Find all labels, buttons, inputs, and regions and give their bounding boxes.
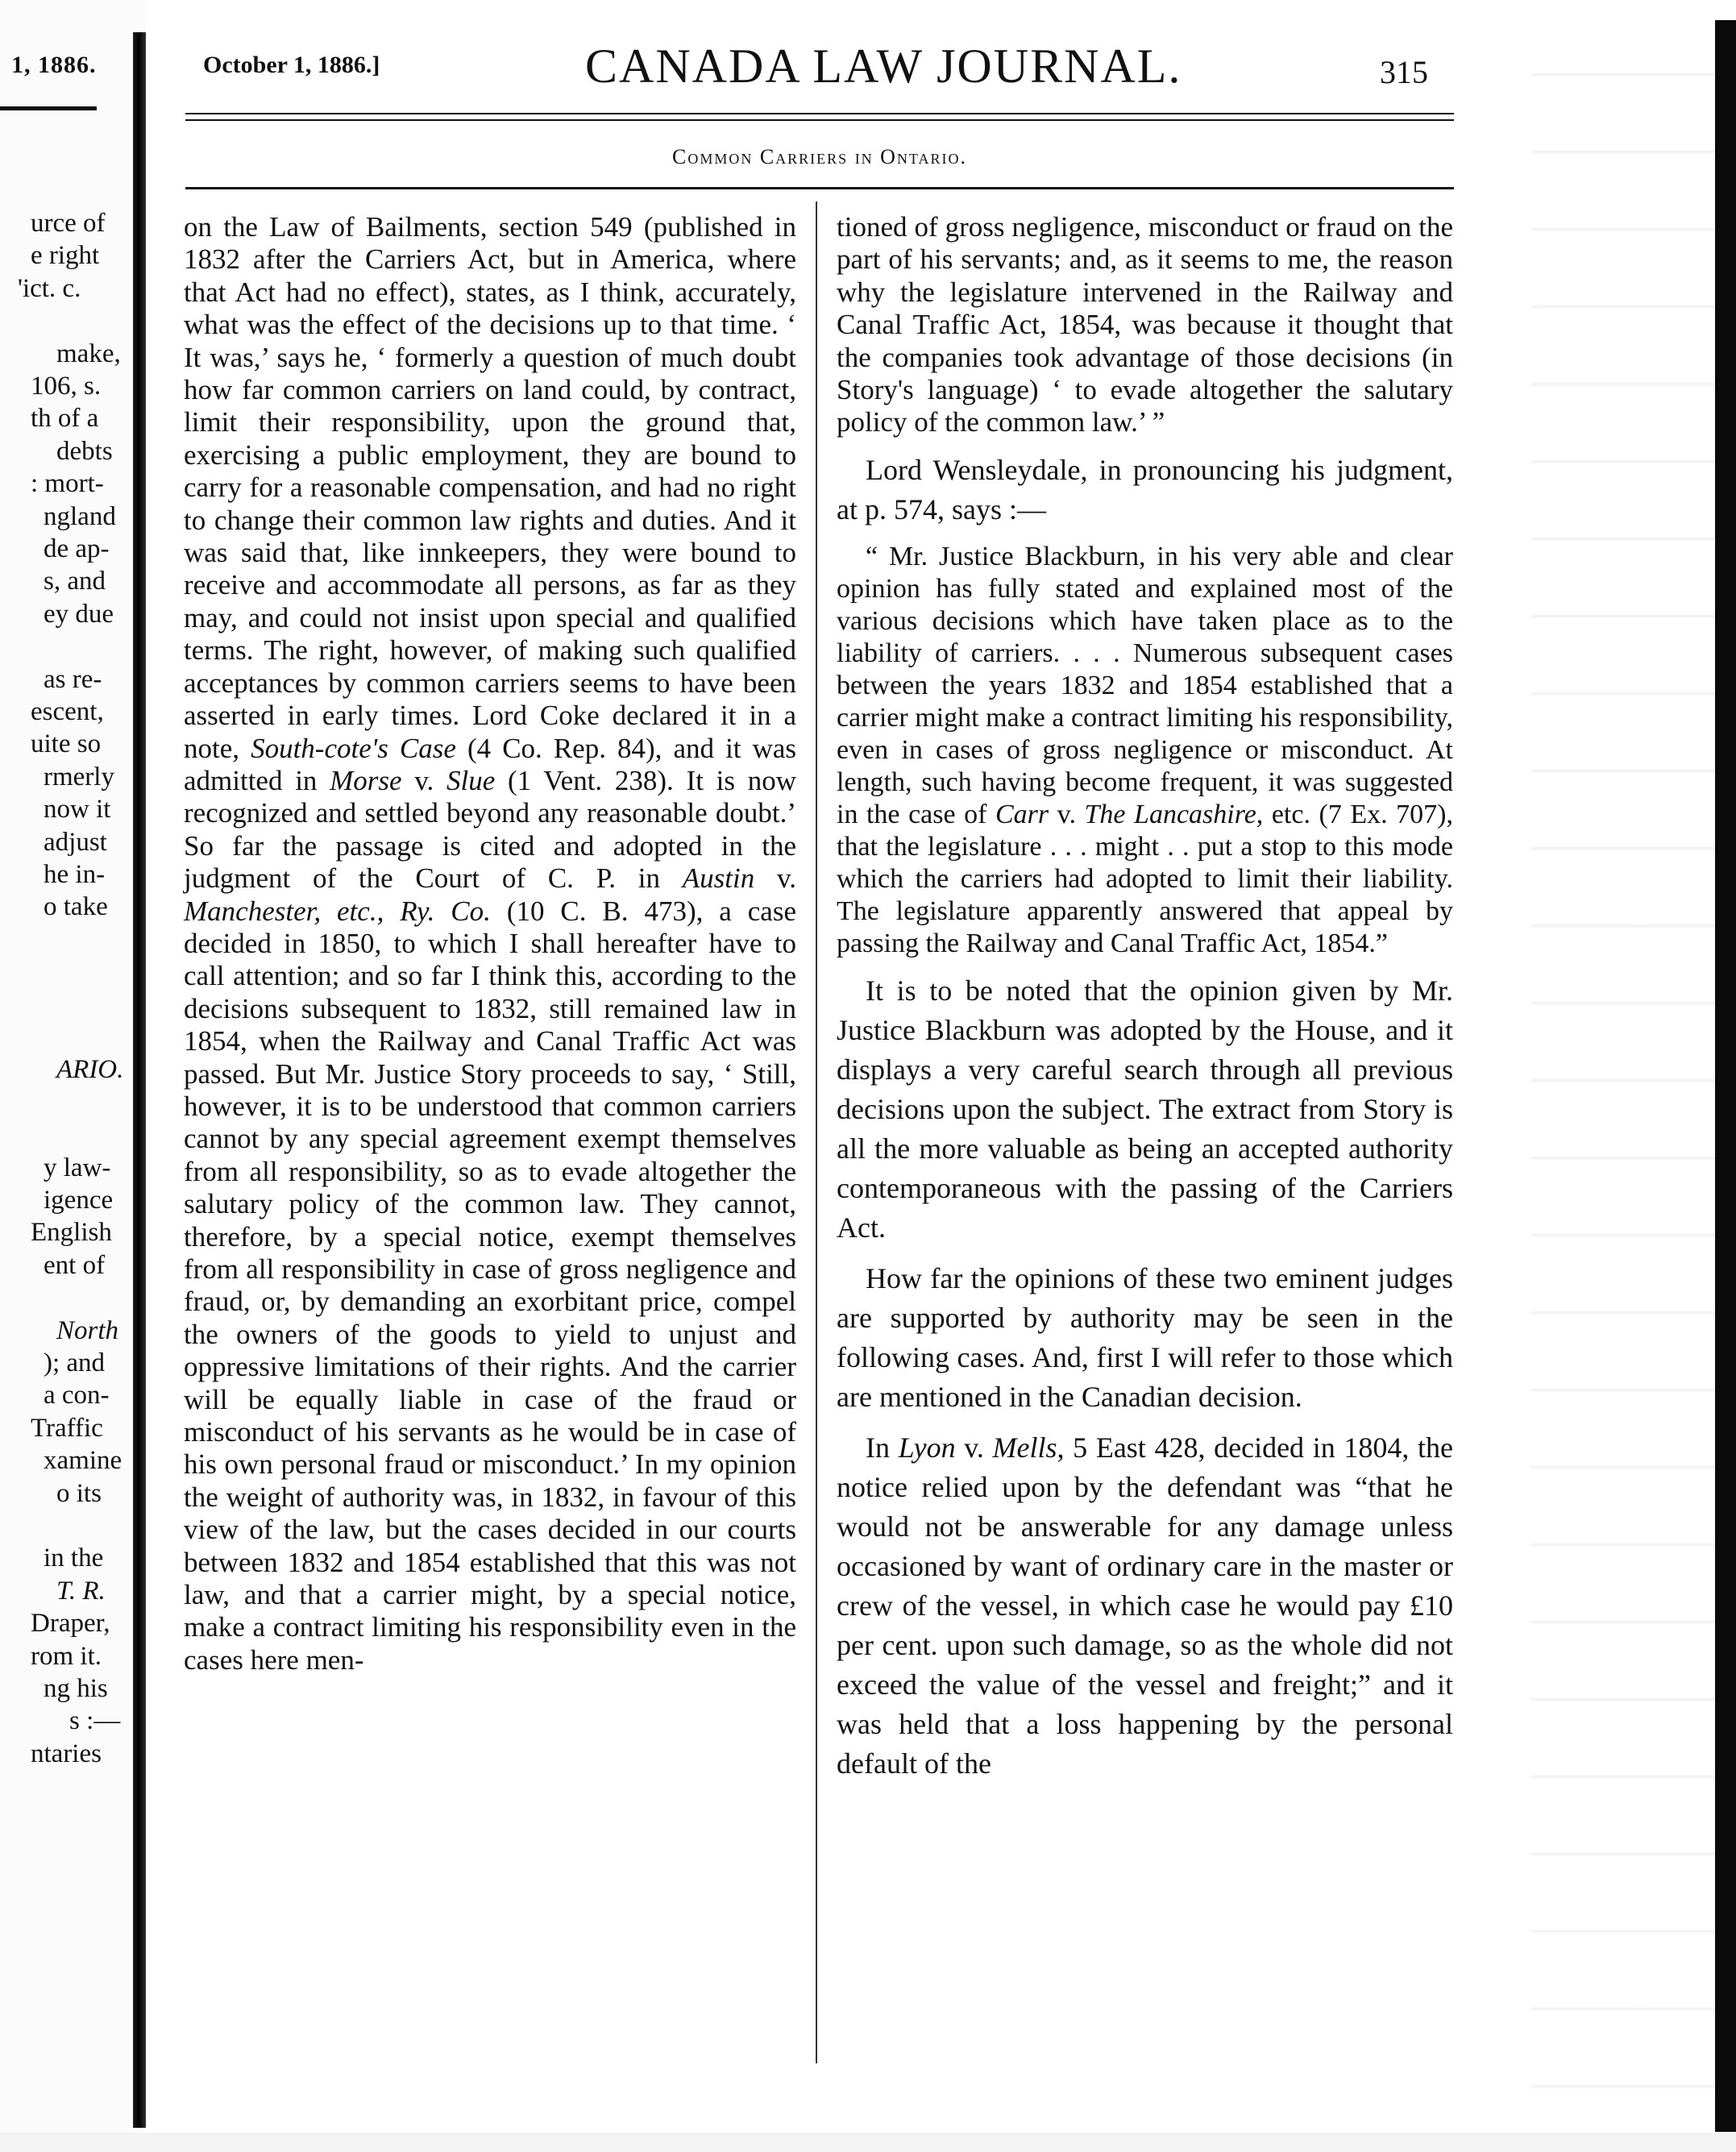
facing-page-line: ent of bbox=[44, 1250, 106, 1280]
paragraph: Lord Wensleydale, in pronouncing his judgment, at p. 574, says :— bbox=[837, 453, 1453, 526]
facing-page-line: now it bbox=[44, 795, 111, 825]
section-rule bbox=[185, 187, 1454, 189]
case-name: The Lancashire bbox=[1084, 799, 1256, 829]
scan-edge bbox=[1531, 0, 1736, 2152]
facing-page-line: igence bbox=[44, 1186, 114, 1215]
facing-page-line: rom it. bbox=[31, 1641, 102, 1671]
facing-page-line: : mort- bbox=[31, 469, 104, 499]
header-rule bbox=[185, 113, 1454, 114]
facing-page-line: uite so bbox=[31, 729, 102, 759]
facing-page-line: th of a bbox=[31, 404, 99, 434]
paragraph: It is to be noted that the opinion given by Mr. Justice Blackburn was adopted by the House, and it displays a very careful search through all previous decisions upon the subject. The extract from Story is all the more valuable as being an accepted authority contemporaneous with the passing of the Carriers Act. bbox=[837, 974, 1453, 1244]
facing-page-line: 'ict. c. bbox=[18, 273, 81, 303]
header-rule bbox=[185, 119, 1454, 121]
facing-page-line: o take bbox=[44, 892, 108, 922]
case-name: South-cote's Case bbox=[251, 732, 456, 764]
facing-page-line: urce of bbox=[31, 209, 106, 238]
paragraph: In Lyon v. Mells, 5 East 428, decided in 1804, the notice relied upon by the defendant was “that he would not be answerable for any damage unless occasioned by want of ordinary care in the master or crew of the vessel, in which case he would pay £10 per cent. upon such damage, so as the whole did not exceed the value of the vessel and freight;” and it was held that a loss happening by the personal default of the bbox=[837, 1431, 1453, 1780]
facing-page-line: in the bbox=[44, 1543, 104, 1573]
paragraph: on the Law of Bailments, section 549 (published in 1832 after the Carriers Act, but in America, where that Act had no effect), states, as I think, accurately, what was the effect of the decisions up to that time. ‘ It was,’ says he, ‘ formerly a question of much doubt how far common carriers on land could, by contract, limit their responsibility, upon the ground that, exercising a public employment, they are bound to carry for a reasonable compensation, and had no right to change their common law rights and duties. And it was said that, like innkeepers, they were bound to receive and accommodate all persons, as far as they may, and could not insist upon special and qualified terms. The right, however, of making such qualified acceptances by common carriers seems to have been asserted in early times. Lord Coke declared it in a note, South-cote's Case (4 Co. Rep. 84), and it was admitted in Morse v. Slue (1 Vent. 238). It is now recognized and settled beyond any reasonable doubt.’ So far the passage is cited and adopted in the judgment of the Court of C. P. in Austin v. Manchester, etc., Ry. Co. (10 C. B. 473), a case decided in 1850, to which I shall hereafter have to call attention; and so far I think this, according to the decisions subsequent to 1832, still remained law in 1854, when the Railway and Canal Traffic Act was passed. But Mr. Justice Story proceeds to say, ‘ Still, however, it is to be understood that common carriers cannot by any special agreement exempt themselves from all responsibility, so as to evade altogether the salutary policy of the common law. They cannot, therefore, by a special notice, exempt themselves from all responsibility in case of gross negligence and fraud, or, by demanding an exorbitant price, compel the owners of the goods to yield to unjust and oppressive limitations of their rights. And the carrier will be equally liable in case of the fraud or misconduct of his servants as he would be in case of his own personal fraud or misconduct.’ In my opinion the weight of authority was, in 1832, in favour of this view of the law, but the cases decided in our courts between 1832 and 1854 established that this was not law, and that a carrier might, by a special notice, make a contract limiting his responsibility even in the cases here men- bbox=[184, 211, 797, 1676]
facing-page-line: xamine bbox=[44, 1446, 123, 1476]
case-name: Morse bbox=[330, 764, 402, 796]
facing-page-line: a con- bbox=[44, 1381, 110, 1410]
facing-page-line: as re- bbox=[44, 664, 102, 694]
case-name: Lyon bbox=[898, 1431, 956, 1464]
facing-page-line: de ap- bbox=[44, 534, 110, 563]
binding-gutter bbox=[133, 32, 146, 2128]
facing-page-line: 106, s. bbox=[31, 372, 102, 401]
facing-page-rule bbox=[0, 106, 97, 110]
facing-page-line: he in- bbox=[44, 860, 106, 889]
column-divider bbox=[816, 201, 817, 2063]
facing-page-line: debts bbox=[56, 436, 113, 466]
journal-title: CANADA LAW JOURNAL. bbox=[585, 39, 1182, 93]
facing-page-line: adjust bbox=[44, 827, 107, 857]
facing-page-line: T. R. bbox=[56, 1576, 106, 1606]
case-name: Slue bbox=[446, 764, 496, 796]
facing-page-line: escent, bbox=[31, 697, 104, 726]
text-column-right bbox=[837, 211, 1453, 1784]
facing-page-line: ntaries bbox=[31, 1739, 102, 1768]
facing-page-line: Draper, bbox=[31, 1609, 110, 1639]
page-number: 315 bbox=[1380, 54, 1428, 90]
facing-page-line: North bbox=[56, 1315, 119, 1345]
facing-page-fragment bbox=[0, 0, 145, 2152]
facing-page-line: ARIO. bbox=[56, 1055, 124, 1085]
facing-page-line: ngland bbox=[44, 501, 116, 531]
quotation: “ Mr. Justice Blackburn, in his very able and clear opinion has fully stated and explained most of the various decisions which have taken place as to the liability of carriers. . . . Numerous subsequent cases between the years 1832 and 1854 established that a carrier might make a contract limiting his responsibility, even in cases of gross negligence or misconduct. At length, such having become frequent, it was suggested in the case of Carr v. The Lancashire, etc. (7 Ex. 707), that the legislature . . . might . . put a stop to this mode which the carriers had adopted to limit their liability. The legislature apparently answered that appeal by passing the Railway and Canal Traffic Act, 1854.” bbox=[837, 541, 1453, 958]
facing-page-line: o its bbox=[56, 1478, 102, 1508]
facing-page-line: rmerly bbox=[44, 762, 114, 791]
case-name: Mells bbox=[992, 1431, 1057, 1464]
facing-page-line: s, and bbox=[44, 567, 106, 596]
section-title: Common Carriers in Ontario. bbox=[671, 145, 968, 168]
issue-date: October 1, 1886.] bbox=[203, 52, 380, 78]
case-name: Manchester, etc., Ry. Co. bbox=[184, 895, 491, 927]
case-name: Austin bbox=[682, 862, 755, 895]
paragraph: tioned of gross negligence, misconduct or fraud on the part of his servants; and, as it seems to me, the reason why the legislature intervened in the Railway and Canal Traffic Act, 1854, was because it thought that the companies took advantage of those decisions (in Story's language) ‘ to evade altogether the salutary policy of the common law.’ ” bbox=[837, 211, 1453, 438]
facing-page-line: ng his bbox=[44, 1674, 108, 1703]
facing-page-line: make, bbox=[56, 339, 121, 368]
facing-page-header: 1, 1886. bbox=[11, 52, 97, 78]
paragraph: How far the opinions of these two eminent judges are supported by authority may be seen in the following cases. And, first I will refer to those which are mentioned in the Canadian decision. bbox=[837, 1261, 1453, 1413]
facing-page-line: e right bbox=[31, 241, 100, 271]
facing-page-line: ); and bbox=[44, 1348, 106, 1377]
scan-bottom-edge bbox=[0, 2133, 1736, 2152]
text-column-left bbox=[184, 211, 796, 1676]
facing-page-line: ey due bbox=[44, 599, 114, 629]
facing-page-line: Traffic bbox=[31, 1413, 103, 1443]
scan-border bbox=[1715, 20, 1736, 2132]
facing-page-line: s :— bbox=[69, 1706, 121, 1736]
facing-page-line: y law- bbox=[44, 1153, 111, 1182]
case-name: Carr bbox=[995, 799, 1049, 829]
facing-page-line: English bbox=[31, 1218, 112, 1248]
